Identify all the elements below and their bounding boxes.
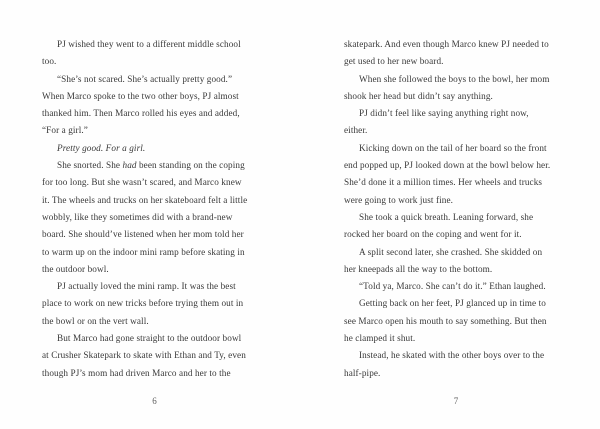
text-line: [42, 244, 267, 261]
text-segment: A split second later, she crashed. She skidded on: [359, 246, 543, 257]
text-segment: it. The wheels and trucks on her skateboard felt a little: [42, 194, 248, 205]
text-line: [344, 261, 568, 278]
text-segment: the outdoor bowl.: [42, 263, 109, 274]
text-line: [42, 140, 267, 157]
page-number-left: 6: [152, 396, 157, 406]
text-segment: at Crusher Skatepark to skate with Ethan and Ty, even: [42, 350, 246, 361]
text-segment: half-pipe.: [344, 367, 381, 378]
text-segment: She’d done it a million times. Her wheels and trucks: [344, 177, 543, 188]
text-segment: shook her head but didn’t say anything.: [344, 90, 493, 101]
text-segment: the bowl or on the vert wall.: [42, 315, 149, 326]
text-segment: Pretty good. For a girl.: [57, 142, 146, 153]
text-segment: were going to work just fine.: [344, 194, 454, 205]
text-line: [42, 330, 267, 347]
text-line: [42, 192, 267, 209]
text-line: [42, 226, 267, 243]
text-line: [42, 313, 267, 330]
text-segment: been standing on the coping: [136, 160, 245, 171]
text-segment: either.: [344, 125, 368, 136]
text-segment: for too long. But she wasn’t scared, and Marco knew: [42, 177, 242, 188]
text-segment: PJ actually loved the mini ramp. It was the best: [57, 281, 236, 292]
text-line: [344, 278, 568, 295]
text-line: [42, 295, 267, 312]
text-segment: though PJ’s mom had driven Marco and her to the: [42, 367, 231, 378]
text-line: [42, 365, 267, 382]
text-segment: PJ wished they went to a different middle school: [57, 39, 241, 49]
text-segment: When she followed the boys to the bowl, her mom: [359, 73, 550, 84]
text-segment: “For a girl.”: [42, 125, 88, 136]
text-line: [42, 88, 267, 105]
text-segment: her kneepads all the way to the bottom.: [344, 263, 493, 274]
text-segment: thanked him. Then Marco rolled his eyes and added,: [42, 108, 240, 119]
text-line: [42, 278, 267, 295]
text-line: [344, 330, 568, 347]
text-segment: She took a quick breath. Leaning forward, she: [359, 211, 534, 222]
text-segment: he clamped it shut.: [344, 333, 416, 344]
text-line: [42, 122, 267, 139]
text-line: [344, 71, 568, 88]
text-segment: When Marco spoke to the two other boys, PJ almost: [42, 90, 239, 101]
text-line: [344, 192, 568, 209]
text-segment: Instead, he skated with the other boys over to the: [359, 350, 545, 361]
text-segment: Getting back on her feet, PJ glanced up in time to: [359, 298, 546, 309]
text-line: [42, 71, 267, 88]
text-line: [344, 140, 568, 157]
text-line: [42, 36, 267, 53]
text-segment: too.: [42, 56, 57, 67]
text-segment: Kicking down on the tail of her board so the front: [359, 142, 547, 153]
page-left: [42, 36, 267, 421]
page-right-text: [344, 36, 568, 382]
text-line: [42, 209, 267, 226]
text-segment: place to work on new tricks before trying them out in: [42, 298, 244, 309]
text-line: [344, 105, 568, 122]
page-right: [344, 36, 568, 421]
text-line: [344, 53, 568, 70]
text-line: [42, 105, 267, 122]
text-segment: She snorted. She: [57, 160, 123, 171]
text-segment: board. She should’ve listened when her mom told her: [42, 229, 244, 240]
text-line: [42, 157, 267, 174]
text-segment: PJ didn’t feel like saying anything right now,: [359, 108, 529, 119]
text-line: [42, 261, 267, 278]
text-segment: “Told ya, Marco. She can’t do it.” Ethan laughed.: [359, 281, 546, 292]
page-left-text: [42, 36, 267, 382]
text-line: [42, 174, 267, 191]
text-line: [42, 53, 267, 70]
text-segment: end popped up, PJ looked down at the bowl below her.: [344, 160, 551, 171]
text-line: [344, 295, 568, 312]
text-segment: see Marco open his mouth to say something. But then: [344, 315, 547, 326]
text-line: [344, 157, 568, 174]
text-line: [344, 244, 568, 261]
text-segment: rocked her board on the coping and went for it.: [344, 229, 522, 240]
text-line: [344, 122, 568, 139]
text-segment: skatepark. And even though Marco knew PJ needed to: [344, 39, 549, 49]
text-segment: wobbly, like they sometimes did with a brand-new: [42, 211, 233, 222]
text-line: [344, 226, 568, 243]
text-line: [344, 365, 568, 382]
text-segment: to warm up on the indoor mini ramp before skating in: [42, 246, 245, 257]
text-line: [344, 209, 568, 226]
text-line: [344, 347, 568, 364]
text-line: [344, 36, 568, 53]
text-segment: But Marco had gone straight to the outdoor bowl: [57, 333, 242, 344]
text-line: [344, 313, 568, 330]
text-line: [42, 347, 267, 364]
text-segment: had: [122, 160, 137, 171]
text-line: [344, 174, 568, 191]
text-segment: get used to her new board.: [344, 56, 444, 67]
text-line: [344, 88, 568, 105]
text-segment: “She’s not scared. She’s actually pretty good.”: [57, 73, 233, 84]
page-number-right: 7: [453, 396, 459, 406]
